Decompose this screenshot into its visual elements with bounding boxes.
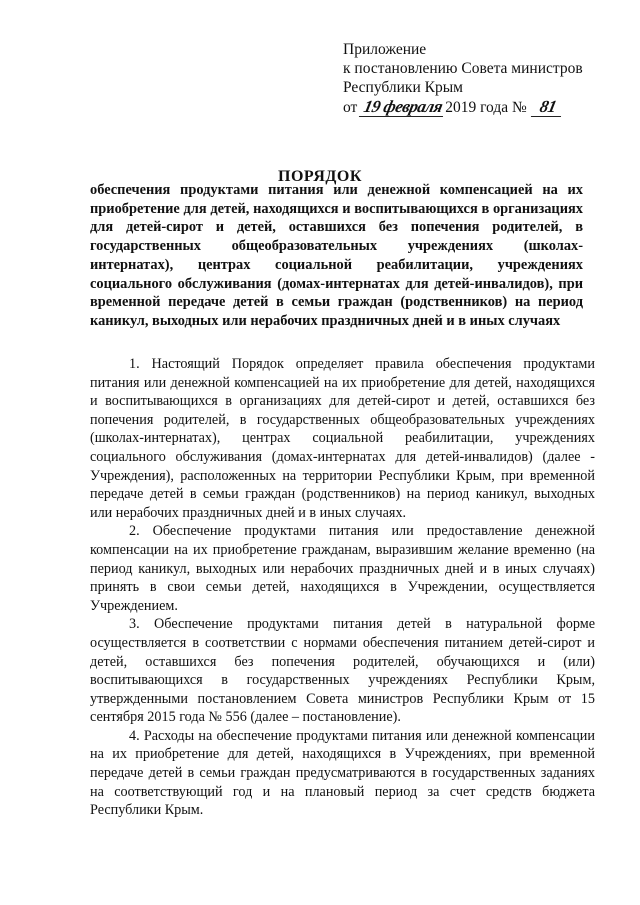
appendix-date-line: [343, 97, 623, 117]
paragraph-2: 2. Обеспечение продуктами питания или предоставление денежной компенсации на их приобретение гражданам, выразившим желание временно (на период каникул, выходных или нерабочих праздничных дней и в иных случаях) принять в свои семьи детей, находящихся в Учреждении, осуществляется Учреждением.: [90, 523, 595, 614]
document-body: [90, 355, 595, 820]
handwritten-date: 19 февраля: [359, 97, 447, 117]
appendix-header: [343, 40, 623, 117]
appendix-decree-line: к постановлению Совета министров: [343, 60, 583, 77]
document-subtitle: обеспечения продуктами питания или денежной компенсацией на их приобретение для детей, находящихся и воспитывающихся в организациях для детей-сирот и детей, оставшихся без попечения родителей, в государственных общеобразовательных учреждениях (школах-интернатах), центрах социальной реабилитации, учреждениях социального обслуживания (домах-интернатах для детей-инвалидов), при временной передаче детей в семьи граждан (родственников) на период каникул, выходных или нерабочих праздничных дней и в иных случаях: [90, 182, 583, 329]
appendix-republic-line: Республики Крым: [343, 79, 463, 96]
year-text: 2019 года №: [445, 99, 527, 116]
appendix-label: Приложение: [343, 41, 427, 58]
document-title: ПОРЯДОК: [278, 168, 362, 185]
paragraph-3: 3. Обеспечение продуктами питания детей в натуральной форме осуществляется в соответствии с нормами обеспечения питанием детей-сирот и детей, оставшихся без попечения родителей, обучающихся и (или) воспитывающихся в государственных учреждениях Республики Крым, утвержденными постановлением Совета министров Республики Крым от 15 сентября 2015 года № 556 (далее – постановление).: [90, 616, 595, 726]
handwritten-number: 81: [531, 97, 565, 117]
paragraph-1: 1. Настоящий Порядок определяет правила обеспечения продуктами питания или денежной компенсацией на их приобретение для детей, находящихся и воспитывающихся в организациях для детей-сирот и детей, оставшихся без попечения родителей, в государственных общеобразовательных учреждениях (школах-интернатах), центрах социальной реабилитации, учреждениях социального обслуживания (домах-интернатах для детей-инвалидов) (далее - Учреждения), расположенных на территории Республики Крым, при временной передаче детей в семьи граждан (родственников) на период каникул, выходных или нерабочих праздничных дней и в иных случаях.: [90, 356, 595, 521]
paragraph-4: 4. Расходы на обеспечение продуктами питания или денежной компенсации на их приобретение для детей, находящихся в Учреждениях, при временной передаче детей в семьи граждан предусматриваются в государственных заданиях на соответствующий год и на плановый период за счет средств бюджета Республики Крым.: [90, 727, 595, 819]
date-prefix: от: [343, 99, 358, 116]
